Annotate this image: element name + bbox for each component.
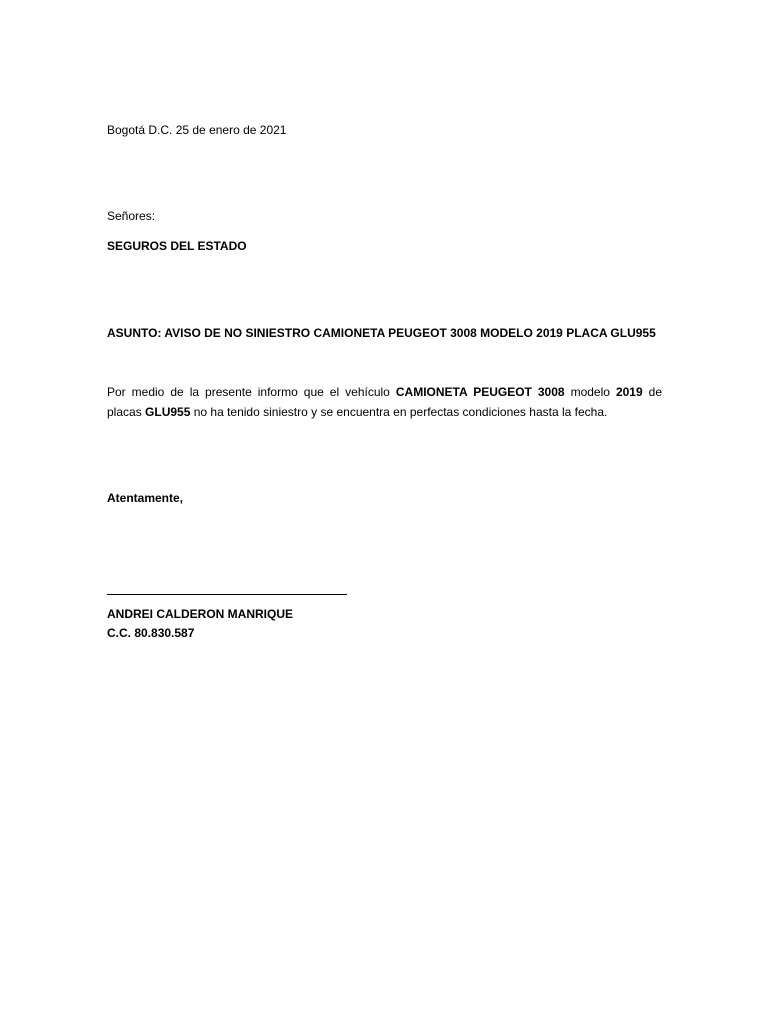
signer-name: ANDREI CALDERON MANRIQUE [107,607,293,621]
salutation: Señores: [107,209,156,223]
recipient-name: SEGUROS DEL ESTADO [107,239,247,253]
body-line-2 [107,402,662,422]
closing: Atentamente, [107,491,184,505]
body-text-part2: modelo [564,385,616,399]
letter-body [107,382,662,422]
vehicle-name: CAMIONETA PEUGEOT 3008 [395,385,565,399]
body-text-part5: no ha tenido siniestro y se encuentra en perfectas condiciones hasta la fecha. [190,405,608,419]
body-line-1 [107,382,662,402]
body-text-part3: de [642,385,663,399]
vehicle-year: 2019 [615,385,643,399]
signature-line [107,594,347,595]
date-line: Bogotá D.C. 25 de enero de 2021 [107,123,287,137]
subject-line: ASUNTO: AVISO DE NO SINIESTRO CAMIONETA PEUGEOT 3008 MODELO 2019 PLACA GLU955 [107,326,656,340]
vehicle-plate: GLU955 [145,405,191,419]
body-text-part4: placas [107,405,146,419]
body-text-part1: Por medio de la presente informo que el vehículo [107,385,396,399]
signer-id: C.C. 80.830.587 [107,626,195,640]
